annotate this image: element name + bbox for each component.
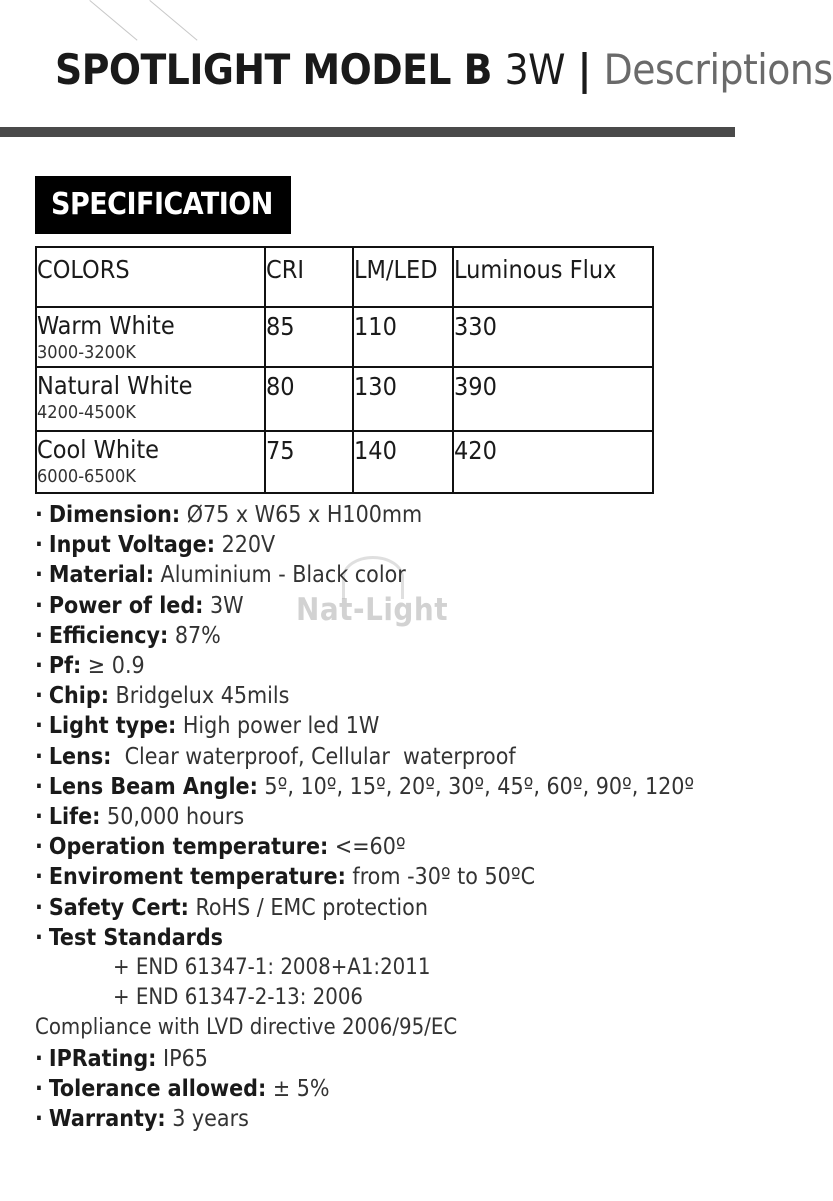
- spec-value: from -30º to 50ºC: [345, 864, 536, 891]
- spec-list: [35, 500, 715, 1134]
- bullet: ·: [35, 653, 43, 680]
- title-power: 3W: [504, 45, 565, 94]
- bullet: ·: [35, 864, 43, 891]
- color-temperature: 6000-6500K: [37, 466, 136, 487]
- spec-label: Lens:: [48, 743, 112, 770]
- header-colors: COLORS: [36, 247, 265, 307]
- specification-banner: SPECIFICATION: [35, 176, 291, 234]
- spec-label: Power of led:: [48, 592, 204, 619]
- spec-value: IP65: [156, 1045, 208, 1072]
- lm-led-value: 140: [353, 431, 453, 493]
- title-separator: |: [577, 45, 591, 94]
- compliance-note: Compliance with LVD directive 2006/95/EC: [35, 1015, 458, 1041]
- spec-tolerance: [35, 1074, 715, 1104]
- spec-value: <=60º: [328, 834, 406, 861]
- color-name: Cool White: [37, 435, 160, 464]
- spec-value: ≥ 0.9: [81, 653, 145, 680]
- bullet: ·: [35, 683, 43, 710]
- spec-value: 87%: [168, 622, 221, 649]
- spec-value: Clear waterproof, Cellular waterproof: [111, 743, 516, 770]
- spec-beam-angle: [35, 772, 715, 802]
- spec-label: Safety Cert:: [48, 894, 189, 921]
- spec-value: 3W: [203, 592, 244, 619]
- title-model: SPOTLIGHT MODEL B: [55, 45, 492, 94]
- watermark-logo: Nat-Light: [296, 592, 449, 628]
- spec-value: Aluminium - Black color: [153, 562, 406, 589]
- bullet: ·: [35, 1045, 43, 1072]
- spec-label: Chip:: [48, 683, 109, 710]
- spec-ip-rating: [35, 1044, 715, 1074]
- spec-value: 3 years: [165, 1106, 249, 1133]
- spec-chip: [35, 681, 715, 711]
- spec-material: [35, 560, 715, 590]
- spec-label: Operation temperature:: [48, 834, 329, 861]
- lm-led-value: 130: [353, 367, 453, 431]
- spec-label: Tolerance allowed:: [48, 1075, 267, 1102]
- spec-label: Efficiency:: [48, 622, 169, 649]
- header-divider-bar: [0, 127, 735, 137]
- spec-value: 50,000 hours: [100, 804, 245, 831]
- spec-label: Light type:: [48, 713, 177, 740]
- bullet: ·: [35, 1075, 43, 1102]
- header-lm-led: LM/LED: [353, 247, 453, 307]
- color-name: Warm White: [37, 311, 175, 340]
- spec-efficiency: [35, 621, 715, 651]
- spec-label: Life:: [48, 804, 101, 831]
- spec-label: Material:: [48, 562, 154, 589]
- decorative-line: [149, 0, 197, 41]
- bullet: ·: [35, 713, 43, 740]
- bullet: ·: [35, 743, 43, 770]
- bullet: ·: [35, 894, 43, 921]
- decorative-line: [89, 0, 137, 41]
- bullet: ·: [35, 773, 43, 800]
- spec-label: Pf:: [48, 653, 82, 680]
- luminous-flux-value: 420: [453, 431, 653, 493]
- spec-dimension: [35, 500, 715, 530]
- bullet: ·: [35, 834, 43, 861]
- header-luminous-flux: Luminous Flux: [453, 247, 653, 307]
- bullet: ·: [35, 532, 43, 559]
- spec-label: Dimension:: [48, 502, 181, 528]
- table-row: [36, 307, 653, 367]
- color-temperature: 4200-4500K: [37, 402, 136, 423]
- spec-test-standards: [35, 923, 715, 953]
- spec-safety-cert: [35, 893, 715, 923]
- table-header-row: [36, 247, 653, 307]
- luminous-flux-value: 390: [453, 367, 653, 431]
- spec-label: IPRating:: [48, 1045, 157, 1072]
- spec-label: Enviroment temperature:: [48, 864, 346, 891]
- color-temperature: 3000-3200K: [37, 342, 136, 363]
- color-cell: [36, 307, 265, 367]
- spec-label: Test Standards: [48, 924, 223, 951]
- bullet: ·: [35, 924, 43, 951]
- cri-value: 75: [265, 431, 353, 493]
- spec-label: Warranty:: [48, 1106, 166, 1133]
- spec-warranty: [35, 1104, 715, 1134]
- spec-value: 5º, 10º, 15º, 20º, 30º, 45º, 60º, 90º, 120º: [257, 773, 695, 800]
- bullet: ·: [35, 562, 43, 589]
- spec-environment-temperature: [35, 862, 715, 892]
- lm-led-value: 110: [353, 307, 453, 367]
- spec-value: 220V: [215, 532, 276, 559]
- title-subtitle: Descriptions: [603, 45, 833, 94]
- bullet: ·: [35, 502, 43, 528]
- table-row: [36, 367, 653, 431]
- spec-label: Input Voltage:: [48, 532, 215, 559]
- table-row: [36, 431, 653, 493]
- spec-value: ± 5%: [266, 1075, 330, 1102]
- spec-pf: [35, 651, 715, 681]
- bullet: ·: [35, 1106, 43, 1133]
- spec-light-type: [35, 711, 715, 741]
- bullet: ·: [35, 804, 43, 831]
- color-name: Natural White: [37, 371, 193, 400]
- bullet: ·: [35, 622, 43, 649]
- spec-life: [35, 802, 715, 832]
- specification-table: [35, 246, 654, 494]
- spec-value: Ø75 x W65 x H100mm: [180, 502, 423, 528]
- spec-power: [35, 591, 715, 621]
- spec-operation-temperature: [35, 832, 715, 862]
- spec-value: RoHS / EMC protection: [188, 894, 428, 921]
- spec-lens: [35, 742, 715, 772]
- spec-input-voltage: [35, 530, 715, 560]
- spec-value: High power led 1W: [176, 713, 380, 740]
- color-cell: [36, 367, 265, 431]
- color-cell: [36, 431, 265, 493]
- cri-value: 85: [265, 307, 353, 367]
- spec-label: Lens Beam Angle:: [48, 773, 258, 800]
- test-standard-item: + END 61347-1: 2008+A1:2011: [113, 955, 431, 981]
- spec-value: Bridgelux 45mils: [108, 683, 290, 710]
- luminous-flux-value: 330: [453, 307, 653, 367]
- header-cri: CRI: [265, 247, 353, 307]
- test-standard-item: + END 61347-2-13: 2006: [113, 985, 364, 1011]
- bullet: ·: [35, 592, 43, 619]
- cri-value: 80: [265, 367, 353, 431]
- page-title: [55, 44, 833, 96]
